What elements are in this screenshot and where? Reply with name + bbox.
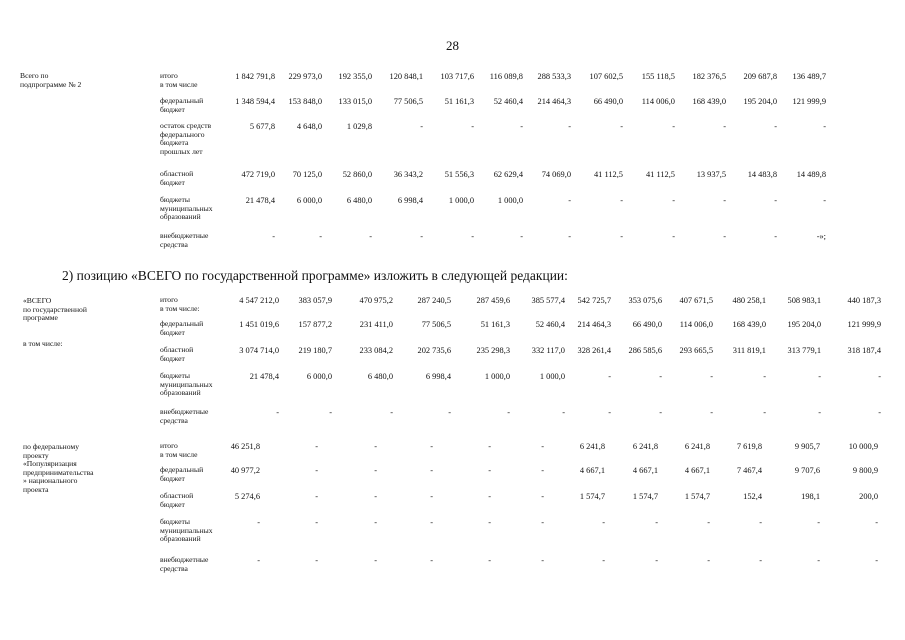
table-cell: - [723, 232, 726, 241]
table-cell: - [374, 556, 377, 565]
row-category-label: итого в том числе [160, 71, 198, 89]
table-cell: - [420, 122, 423, 131]
table-cell: 155 118,5 [641, 72, 675, 81]
federal-project-label: по федеральному проекту «Популяризация предпринимательства » национального проекта [23, 442, 94, 494]
table-cell: 77 506,5 [393, 97, 423, 106]
table-row [0, 121, 905, 156]
table-cell: 287 459,6 [476, 296, 510, 305]
row-category-label: федеральный бюджет [160, 465, 204, 483]
table-cell: 480 258,1 [732, 296, 766, 305]
table-cell: 5 677,8 [249, 122, 275, 131]
table-cell: - [257, 518, 260, 527]
table-cell: 195 204,0 [743, 97, 777, 106]
row-category-label: итого в том числе: [160, 295, 200, 313]
table-cell: 214 464,3 [537, 97, 571, 106]
section-heading: 2) позицию «ВСЕГО по государственной программе» изложить в следующей редакции: [62, 268, 568, 283]
table-cell: - [655, 518, 658, 527]
table-cell: - [541, 442, 544, 451]
table-cell: - [763, 408, 766, 417]
table-row [0, 407, 905, 425]
table-cell: 1 842 791,8 [235, 72, 275, 81]
table-cell: - [620, 232, 623, 241]
table-cell: 318 187,4 [847, 346, 881, 355]
table-cell: - [488, 442, 491, 451]
table-cell: - [608, 372, 611, 381]
table-cell: - [315, 556, 318, 565]
table-cell: - [823, 196, 826, 205]
table-cell: 6 998,4 [425, 372, 451, 381]
table-cell: 120 848,1 [389, 72, 423, 81]
row-category-label: бюджеты муниципальных образований [160, 371, 213, 397]
table-cell: 77 506,5 [421, 320, 451, 329]
table-cell: 52 860,0 [342, 170, 372, 179]
table-cell: 121 999,9 [792, 97, 826, 106]
table-cell: 287 240,5 [417, 296, 451, 305]
table-cell: 313 779,1 [787, 346, 821, 355]
table-cell: 62 629,4 [493, 170, 523, 179]
table-cell: 214 464,3 [577, 320, 611, 329]
table-cell: 286 585,6 [628, 346, 662, 355]
row-category-label: остаток средств федерального бюджета прошлых лет [160, 121, 212, 156]
table-cell: 121 999,9 [847, 320, 881, 329]
table-row [0, 71, 905, 89]
table-cell: - [541, 492, 544, 501]
table-cell: 3 074 714,0 [239, 346, 279, 355]
table-row [0, 295, 905, 313]
table-cell: 4 648,0 [296, 122, 322, 131]
subprogram-2-label: Всего по подпрограмме № 2 [20, 71, 82, 89]
table-cell: - [507, 408, 510, 417]
table-cell: 508 983,1 [787, 296, 821, 305]
table-row [0, 555, 905, 573]
table-cell: - [723, 122, 726, 131]
table-cell: - [620, 122, 623, 131]
table-cell: - [319, 232, 322, 241]
table-cell: - [374, 466, 377, 475]
table-cell: - [430, 442, 433, 451]
row-category-label: внебюджетные средства [160, 231, 209, 249]
table-cell: 353 075,6 [628, 296, 662, 305]
table-cell: - [488, 492, 491, 501]
table-cell: - [541, 518, 544, 527]
table-cell: - [774, 196, 777, 205]
table-cell: 1 574,7 [579, 492, 605, 501]
table-cell: 21 478,4 [245, 196, 275, 205]
table-cell: - [672, 232, 675, 241]
table-cell: - [329, 408, 332, 417]
table-cell: 51 161,3 [480, 320, 510, 329]
table-cell: 1 348 594,4 [235, 97, 275, 106]
table-cell: 235 298,3 [476, 346, 510, 355]
table-row [0, 371, 905, 397]
row-category-label: бюджеты муниципальных образований [160, 195, 213, 221]
table-cell: 6 241,8 [632, 442, 658, 451]
table-cell: - [672, 122, 675, 131]
table-cell: 41 112,5 [645, 170, 675, 179]
table-cell: 66 490,0 [632, 320, 662, 329]
table-cell: - [659, 408, 662, 417]
table-cell: - [620, 196, 623, 205]
table-cell: 1 029,8 [346, 122, 372, 131]
table-cell: - [430, 518, 433, 527]
table-cell: - [655, 556, 658, 565]
table-cell: - [659, 372, 662, 381]
table-cell: 40 977,2 [230, 466, 260, 475]
table-cell: 103 717,6 [440, 72, 474, 81]
table-cell: 168 439,0 [692, 97, 726, 106]
table-cell: 153 848,0 [288, 97, 322, 106]
table-cell: 470 975,2 [359, 296, 393, 305]
table-cell: - [276, 408, 279, 417]
table-cell: - [374, 518, 377, 527]
table-cell: - [672, 196, 675, 205]
table-cell: - [257, 556, 260, 565]
table-cell: - [541, 556, 544, 565]
table-cell: 233 084,2 [359, 346, 393, 355]
table-cell: - [568, 232, 571, 241]
table-cell: 4 667,1 [579, 466, 605, 475]
table-cell: - [710, 372, 713, 381]
table-cell: 209 687,8 [743, 72, 777, 81]
row-category-label: федеральный бюджет [160, 96, 204, 114]
table-cell: - [759, 556, 762, 565]
table-cell: 328 261,4 [577, 346, 611, 355]
table-cell: 6 241,8 [684, 442, 710, 451]
table-cell: 70 125,0 [292, 170, 322, 179]
table-cell: 114 006,0 [679, 320, 713, 329]
table-cell: 107 602,5 [589, 72, 623, 81]
table-cell: - [369, 232, 372, 241]
table-cell: 168 439,0 [732, 320, 766, 329]
table-cell: - [763, 372, 766, 381]
table-cell: 14 483,8 [747, 170, 777, 179]
row-category-label: областной бюджет [160, 345, 194, 363]
program-total-label: «ВСЕГО по государственной программе [23, 296, 87, 322]
table-cell: - [818, 372, 821, 381]
table-cell: 9 905,7 [794, 442, 820, 451]
table-cell: 136 489,7 [792, 72, 826, 81]
table-cell: 133 015,0 [338, 97, 372, 106]
table-cell: 182 376,5 [692, 72, 726, 81]
table-cell: - [823, 122, 826, 131]
table-cell: 1 451 019,6 [239, 320, 279, 329]
table-cell: - [875, 556, 878, 565]
table-cell: - [562, 408, 565, 417]
table-cell: - [430, 492, 433, 501]
table-cell: 74 069,0 [541, 170, 571, 179]
table-cell: 200,0 [859, 492, 878, 501]
table-cell: - [759, 518, 762, 527]
table-cell: - [315, 466, 318, 475]
table-cell: - [707, 518, 710, 527]
table-cell: 440 187,3 [847, 296, 881, 305]
row-category-label: внебюджетные средства [160, 407, 209, 425]
row-category-label: областной бюджет [160, 491, 194, 509]
row-category-label: федеральный бюджет [160, 319, 204, 337]
table-cell: 288 533,3 [537, 72, 571, 81]
table-cell: 114 006,0 [641, 97, 675, 106]
table-cell: - [723, 196, 726, 205]
row-category-label: внебюджетные средства [160, 555, 209, 573]
table-cell: 311 819,1 [732, 346, 766, 355]
table-cell: - [817, 556, 820, 565]
row-category-label: итого в том числе [160, 441, 198, 459]
table-cell: - [817, 518, 820, 527]
row-category-label: областной бюджет [160, 169, 194, 187]
table-cell: - [315, 442, 318, 451]
table-cell: - [878, 372, 881, 381]
table-cell: 4 667,1 [632, 466, 658, 475]
table-cell: - [568, 122, 571, 131]
table-cell: 198,1 [801, 492, 820, 501]
table-cell: 6 480,0 [346, 196, 372, 205]
table-cell: 6 000,0 [306, 372, 332, 381]
table-cell: 202 735,6 [417, 346, 451, 355]
table-cell: 152,4 [743, 492, 762, 501]
table-cell: - [488, 466, 491, 475]
table-cell: - [374, 492, 377, 501]
table-cell: 116 089,8 [489, 72, 523, 81]
table-cell: 6 480,0 [367, 372, 393, 381]
table-cell: - [520, 232, 523, 241]
table-cell: 46 251,8 [230, 442, 260, 451]
table-row [0, 517, 905, 543]
table-cell: 7 619,8 [736, 442, 762, 451]
table-cell: 231 411,0 [359, 320, 393, 329]
table-cell: 66 490,0 [593, 97, 623, 106]
table-cell: - [315, 492, 318, 501]
table-cell: 1 000,0 [539, 372, 565, 381]
table-cell: - [390, 408, 393, 417]
table-cell: 51 556,3 [444, 170, 474, 179]
table-cell: 1 000,0 [448, 196, 474, 205]
table-cell: - [602, 556, 605, 565]
table-cell: - [878, 408, 881, 417]
table-cell: -»; [816, 232, 826, 241]
table-cell: 36 343,2 [393, 170, 423, 179]
table-cell: 14 489,8 [796, 170, 826, 179]
table-cell: 385 577,4 [531, 296, 565, 305]
table-cell: 4 667,1 [684, 466, 710, 475]
table-cell: 293 665,5 [679, 346, 713, 355]
table-cell: 157 877,2 [298, 320, 332, 329]
table-cell: 1 574,7 [684, 492, 710, 501]
table-cell: 407 671,5 [679, 296, 713, 305]
table-cell: 4 547 212,0 [239, 296, 279, 305]
table-cell: 13 937,5 [696, 170, 726, 179]
table-cell: 52 460,4 [493, 97, 523, 106]
page-number: 28 [446, 38, 459, 53]
table-cell: - [430, 556, 433, 565]
table-cell: - [710, 408, 713, 417]
table-cell: 41 112,5 [593, 170, 623, 179]
table-cell: 51 161,3 [444, 97, 474, 106]
table-row [0, 169, 905, 187]
table-cell: - [430, 466, 433, 475]
table-cell: 7 467,4 [736, 466, 762, 475]
table-cell: 52 460,4 [535, 320, 565, 329]
table-cell: 6 241,8 [579, 442, 605, 451]
table-cell: 1 000,0 [497, 196, 523, 205]
table-row [0, 231, 905, 249]
table-cell: 5 274,6 [234, 492, 260, 501]
table-cell: - [471, 122, 474, 131]
table-cell: 21 478,4 [249, 372, 279, 381]
table-cell: 1 000,0 [484, 372, 510, 381]
table-cell: 472 719,0 [241, 170, 275, 179]
table-cell: - [818, 408, 821, 417]
table-cell: - [488, 518, 491, 527]
table-cell: - [488, 556, 491, 565]
table-cell: - [541, 466, 544, 475]
table-cell: - [774, 232, 777, 241]
table-cell: - [448, 408, 451, 417]
table-cell: - [272, 232, 275, 241]
table-cell: - [420, 232, 423, 241]
table-cell: 383 057,9 [298, 296, 332, 305]
table-row [0, 491, 905, 509]
table-cell: 9 800,9 [852, 466, 878, 475]
table-row [0, 195, 905, 221]
table-cell: 9 707,6 [794, 466, 820, 475]
table-cell: - [707, 556, 710, 565]
table-cell: - [602, 518, 605, 527]
table-row [0, 345, 905, 363]
table-row [0, 465, 905, 483]
table-cell: 542 725,7 [577, 296, 611, 305]
table-row [0, 441, 905, 459]
table-cell: - [471, 232, 474, 241]
table-cell: 332 117,0 [531, 346, 565, 355]
table-cell: 229 973,0 [288, 72, 322, 81]
table-cell: 6 998,4 [397, 196, 423, 205]
table-cell: - [774, 122, 777, 131]
table-row [0, 319, 905, 337]
table-cell: - [608, 408, 611, 417]
program-total-sublabel: в том числе: [23, 339, 63, 348]
table-cell: - [374, 442, 377, 451]
table-cell: 192 355,0 [338, 72, 372, 81]
table-cell: - [315, 518, 318, 527]
row-category-label: бюджеты муниципальных образований [160, 517, 213, 543]
table-cell: 195 204,0 [787, 320, 821, 329]
table-cell: 219 180,7 [298, 346, 332, 355]
table-row [0, 96, 905, 114]
table-cell: - [568, 196, 571, 205]
table-cell: 10 000,9 [848, 442, 878, 451]
table-cell: - [875, 518, 878, 527]
table-cell: 1 574,7 [632, 492, 658, 501]
table-cell: - [520, 122, 523, 131]
table-cell: 6 000,0 [296, 196, 322, 205]
